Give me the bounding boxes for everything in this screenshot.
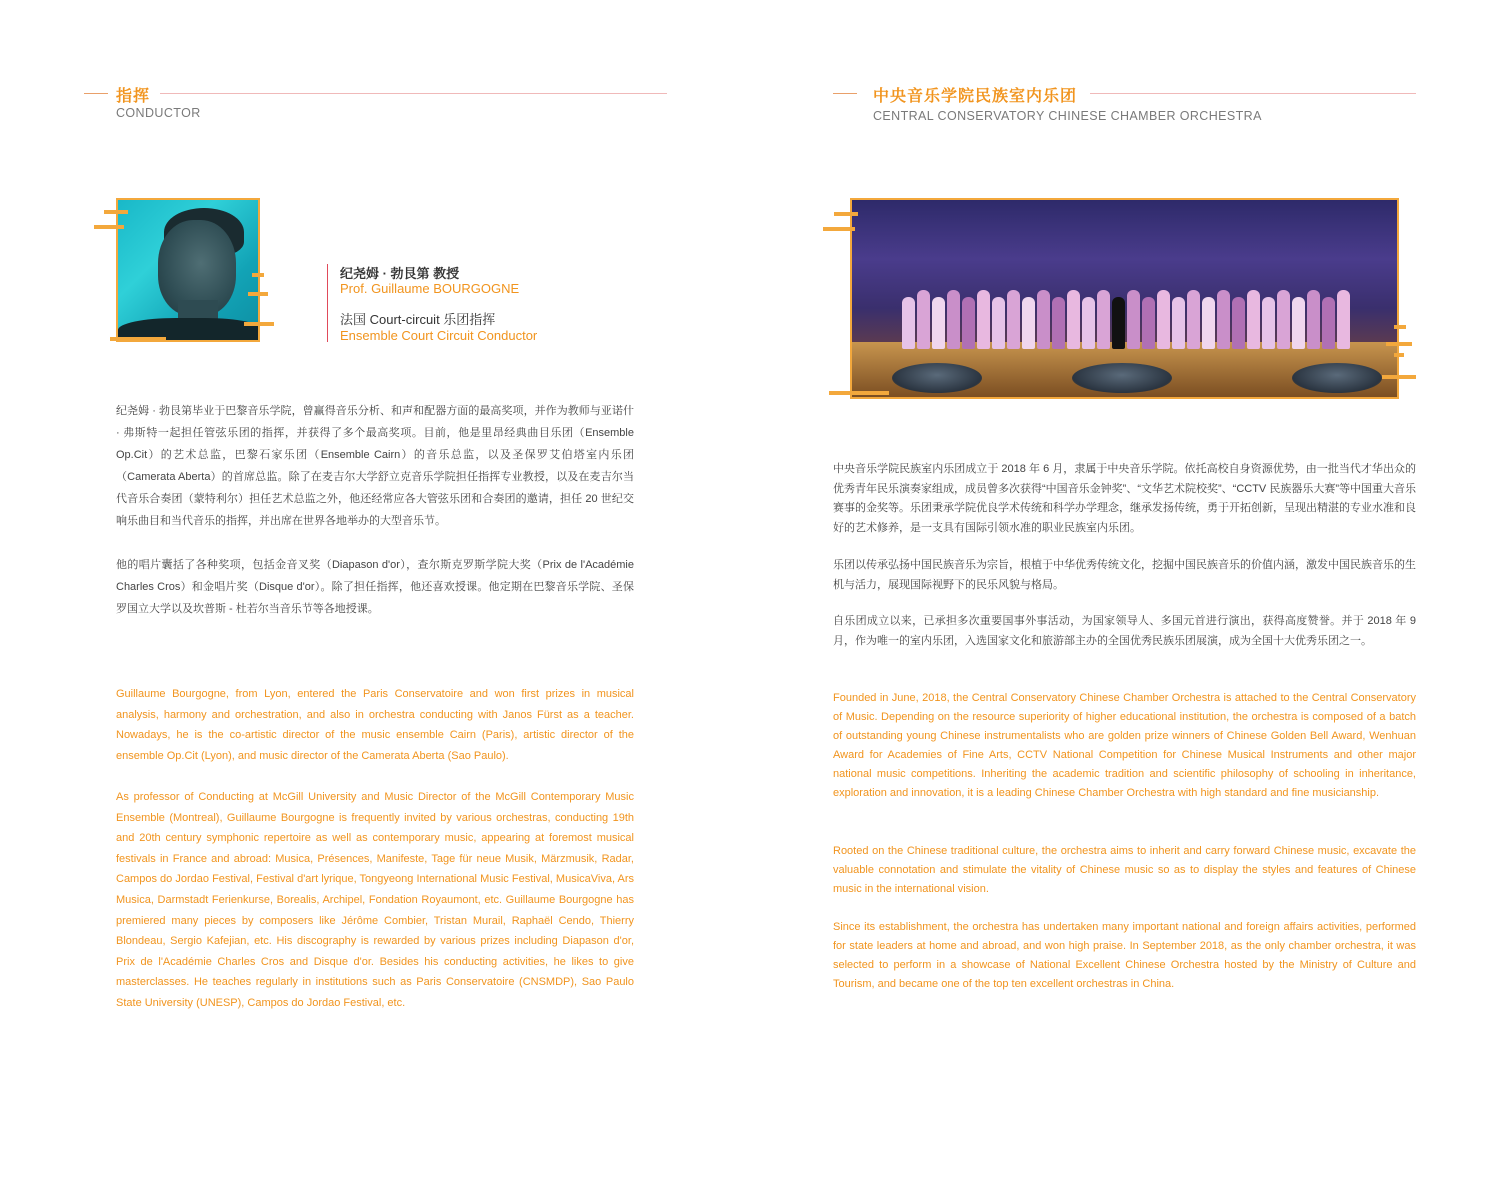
conductor-name-en: Prof. Guillaume BOURGOGNE (340, 281, 520, 296)
frame-accent-bar (244, 322, 274, 326)
orchestra-photo (850, 198, 1399, 399)
performer-figure (1127, 290, 1140, 349)
performer-figure (1082, 297, 1095, 349)
frame-accent-bar (1386, 342, 1412, 346)
conductor-name-cn: 纪尧姆 · 勃艮第 教授 (340, 266, 460, 281)
orchestra-desc-en-3: Since its establishment, the orchestra has undertaken many important national and foreign affairs activities, performed for state leaders at home and abroad, and won high praise. In September 2018, as the only chamber orchestra, it was selected to perform in a showcase of National Excellent Chinese Orchestra hosted by the Ministry of Culture and Tourism, and became one of the top ten excellent orchestras in China. (833, 921, 1416, 990)
frame-accent-bar (829, 391, 889, 395)
performer-figure (1097, 290, 1110, 349)
performer-figure (1337, 290, 1350, 349)
performer-figure (1022, 297, 1035, 349)
frame-accent-bar (94, 225, 124, 229)
frame-accent-bar (110, 337, 166, 341)
section-subtitle-conductor: CONDUCTOR (116, 106, 201, 120)
conductor-portrait (116, 198, 260, 342)
frame-accent-bar (1394, 325, 1406, 329)
performer-figure (1067, 290, 1080, 349)
section-dash-right (833, 93, 857, 94)
name-card-bar (327, 264, 328, 342)
performer-figure (1202, 297, 1215, 349)
performer-figure (1307, 290, 1320, 349)
performer-figure (1157, 290, 1170, 349)
section-rule-left (160, 93, 667, 94)
frame-accent-bar (1394, 353, 1404, 357)
performer-figure (902, 297, 915, 349)
performer-figure (947, 290, 960, 349)
performer-figure (1007, 290, 1020, 349)
performer-figure (1142, 297, 1155, 349)
frame-accent-bar (252, 273, 264, 277)
conductor-bio-en-2: As professor of Conducting at McGill University and Music Director of the McGill Contemporary Music Ensemble (Montreal), Guillaume Bourgogne is frequently invited by various orchestras, conducting 19th and 20th century symphonic repertoire as well as contemporary music, appearing at foremost musical festivals in France and abroad: Musica, Présences, Manifeste, Tage für neue Musik, Märzmusik, Radar, Campos do Jordao Festival, Festival d'art lyrique, Tongyeong International Music Festival, MusicaViva, Ars Musica, Darmstadt Ferienkurse, Borealis, Archipel, Fondation Royaumont, etc. Guillaume Bourgogne has premiered many pieces by composers like Jérôme Combier, Tristan Murail, Raphaël Cendo, Thierry Blondeau, Sergio Kafejian, etc. His discography is rewarded by various prizes including Diapason d'or, Prix de l'Académie Charles Cros and Disque d'or. Besides his conducting activities, he likes to give masterclasses. He teaches regularly in institutions such as Paris Conservatoire (CNSMDP), Sao Paulo State University (UNESP), Campos do Jordao Festival, etc. (116, 791, 634, 1009)
orchestra-desc-en-1: Founded in June, 2018, the Central Conservatory Chinese Chamber Orchestra is attached to the Central Conservatory of Music. Depending on the resource superiority of higher educational institution, the orchestra is composed of a batch of outstanding young Chinese instrumentalists who are golden prize winners of Chinese Golden Bell Award, Wenhuan Award for Academies of Fine Arts, CCTV National Competition for Chinese Musical Instruments and other major national music competitions. Inheriting the academic tradition and scientific philosophy of schooling in inheritance, exploration and innovation, it is a leading Chinese Chamber Orchestra with high standard and fine musicianship. (833, 692, 1416, 799)
conductor-bio-cn-2: 他的唱片囊括了各种奖项，包括金音叉奖（Diapason d'or），查尔斯克罗斯学院大奖（Prix de l'Académie Charles Cros）和金唱片奖（Disque d'or）。除了担任指挥，他还喜欢授课。他定期在巴黎音乐学院、圣保罗国立大学以及坎普斯 - 杜若尔当音乐节等各地授课。 (116, 559, 634, 615)
frame-accent-bar (104, 210, 128, 214)
performer-figure (932, 297, 945, 349)
orchestra-desc-cn-3: 自乐团成立以来，已承担多次重要国事外事活动，为国家领导人、多国元首进行演出，获得高度赞誉。并于 2018 年 9 月，作为唯一的室内乐团，入选国家文化和旅游部主办的全国优秀民族乐团展演，成为全国十大优秀乐团之一。 (833, 615, 1416, 647)
conductor-bio-cn-1: 纪尧姆 · 勃艮第毕业于巴黎音乐学院，曾赢得音乐分析、和声和配器方面的最高奖项，并作为教师与亚诺什 · 弗斯特一起担任管弦乐团的指挥，并获得了多个最高奖项。目前，他是里昂经典曲目乐团（Ensemble Op.Cit）的艺术总监，巴黎石家乐团（Ensemble Cairn）的音乐总监，以及圣保罗艾伯塔室内乐团（Camerata Aberta）的首席总监。除了在麦吉尔大学舒立克音乐学院担任指挥专业教授，以及在麦吉尔当代音乐合奏团（蒙特利尔）担任艺术总监之外，他还经常应各大管弦乐团和合奏团的邀请，担任 20 世纪交响乐曲目和当代音乐的指挥，并出席在世界各地举办的大型音乐节。 (116, 405, 634, 527)
performer-figure (962, 297, 975, 349)
section-title-orchestra: 中央音乐学院民族室内乐团 (873, 88, 1078, 105)
conductor-role-cn: 法国 Court-circuit 乐团指挥 (340, 312, 496, 327)
section-subtitle-orchestra: CENTRAL CONSERVATORY CHINESE CHAMBER ORCHESTRA (873, 109, 1262, 123)
performer-figure (977, 290, 990, 349)
performer-figure (1037, 290, 1050, 349)
section-title-conductor: 指挥 (116, 88, 151, 105)
performer-figure (1262, 297, 1275, 349)
performer-figure (1277, 290, 1290, 349)
performer-figure (1112, 297, 1125, 349)
section-rule-right (1090, 93, 1416, 94)
performer-figure (917, 290, 930, 349)
conductor-bio-en-1: Guillaume Bourgogne, from Lyon, entered the Paris Conservatoire and won first prizes in musical analysis, harmony and orchestration, and also in orchestra conducting with Janos Fürst as a teacher. Nowadays, he is the co-artistic director of the music ensemble Cairn (Paris), artistic director of the ensemble Op.Cit (Lyon), and music director of the Camerata Aberta (Sao Paulo). (116, 688, 634, 762)
performer-figure (1187, 290, 1200, 349)
orchestra-desc-cn-2: 乐团以传承弘扬中国民族音乐为宗旨，根植于中华优秀传统文化，挖掘中国民族音乐的价值内涵，激发中国民族音乐的生机与活力，展现国际视野下的民乐风貌与格局。 (833, 559, 1416, 591)
performer-figure (1247, 290, 1260, 349)
frame-accent-bar (1382, 375, 1416, 379)
performer-figure (1322, 297, 1335, 349)
performer-figure (1292, 297, 1305, 349)
frame-accent-bar (248, 292, 268, 296)
section-dash-left (84, 93, 108, 94)
performer-figure (1232, 297, 1245, 349)
performer-figure (1052, 297, 1065, 349)
performer-figure (1172, 297, 1185, 349)
conductor-role-en: Ensemble Court Circuit Conductor (340, 328, 538, 343)
frame-accent-bar (823, 227, 855, 231)
frame-accent-bar (834, 212, 858, 216)
orchestra-desc-en-2: Rooted on the Chinese traditional culture, the orchestra aims to inherit and carry forward Chinese music, excavate the valuable connotation and stimulate the vitality of Chinese music so as to display the styles and features of Chinese music in the international vision. (833, 845, 1416, 895)
performer-figure (1217, 290, 1230, 349)
orchestra-desc-cn-1: 中央音乐学院民族室内乐团成立于 2018 年 6 月，隶属于中央音乐学院。依托高校自身资源优势，由一批当代才华出众的优秀青年民乐演奏家组成，成员曾多次获得“中国音乐金钟奖”、“文华艺术院校奖”、“CCTV 民族器乐大赛”等中国重大音乐赛事的金奖等。乐团秉承学院优良学术传统和科学办学理念，继承发扬传统，勇于开拓创新，呈现出精湛的专业水准和良好的艺术修养，是一支具有国际引领水准的职业民族室内乐团。 (833, 463, 1416, 534)
performer-figure (992, 297, 1005, 349)
